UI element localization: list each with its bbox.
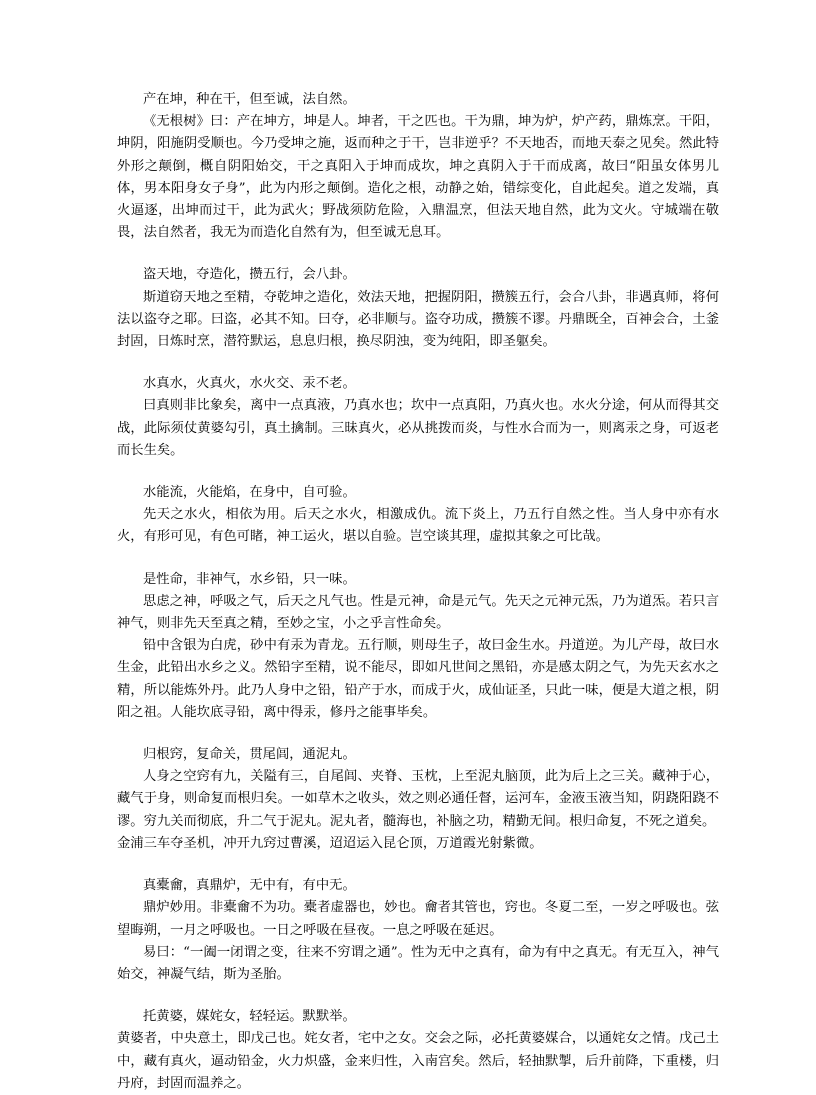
- section-5: [117, 569, 719, 724]
- paragraph: 易曰：“一阖一闭谓之变，往来不穷谓之通”。性为无中之真有，命为有中之真无。有无互入，神气始交，神凝气结，斯为圣胎。: [117, 944, 719, 982]
- section-heading: 真橐龠，真鼎炉，无中有，有中无。: [143, 878, 356, 894]
- verse-line: 金浦三车夺圣机，冲开九窍过曹溪，迢迢运入昆仑顶，万道霞光射紫微。: [117, 835, 543, 851]
- section-heading: 水能流，火能焰，在身中，自可验。: [143, 485, 356, 501]
- paragraph: 黄婆者，中央意土，即戊己也。姹女者，宅中之女。交会之际，必托黄婆媒合，以通姹女之情。戊己土中，藏有真火，逼动铅金，火力炽盛，金来归性，入南宫矣。然后，轻抽默掣，后升前降，下重楼，归丹府，封固而温养之。: [117, 1031, 719, 1091]
- paragraph: 鼎炉妙用。非橐龠不为功。橐者虚器也，妙也。龠者其管也，窍也。冬夏二至，一岁之呼吸也。弦望晦朔，一月之呼吸也。一日之呼吸在昼夜。一息之呼吸在延迟。: [117, 900, 719, 938]
- section-7: [117, 875, 719, 986]
- section-3: [117, 373, 719, 462]
- paragraph: 思虑之神，呼吸之气，后天之凡气也。性是元神，命是元气。先天之元神元炁，乃为道炁。若只言神气，则非先天至真之精，至妙之宝，小之乎言性命矣。: [117, 593, 719, 632]
- section-heading: 盗天地，夺造化，攒五行，会八卦。: [143, 267, 356, 283]
- section-4: [117, 482, 719, 549]
- paragraph: 斯道窃天地之至精，夺乾坤之造化，效法天地，把握阴阳，攒簇五行，会合八卦，非遇真师，将何法以盗夺之耶。曰盗，必其不知。曰夺，必非顺与。盗夺功成，攒簇不谬。丹鼎既全，百神会合，土釜封固，日炼时烹，潜符默运，息息归根，换尽阴浊，变为纯阳，即圣躯矣。: [117, 289, 719, 350]
- section-heading: 归根窍，复命关，贯尾闾，通泥丸。: [143, 747, 356, 763]
- paragraph: 曰真则非比象矣，离中一点真液，乃真水也；坎中一点真阳，乃真火也。水火分途，何从而得其交战，此际须仗黄婆勾引，真土擒制。三昧真火，必从挑拨而炎，与性水合而为一，则离汞之身，可返老而长生矣。: [117, 398, 719, 458]
- section-2: [117, 264, 719, 353]
- section-heading: 水真水，火真火，水火交、汞不老。: [143, 376, 356, 392]
- paragraph: 铅中含银为白虎，砂中有汞为青龙。五行顺，则母生子，故曰金生水。丹道逆。为儿产母，故曰水生金，此铅出水乡之义。然铅字至精，说不能尽，即如凡世间之黑铅，亦是感太阴之气，为先天玄水之精，所以能炼外丹。此乃人身中之铅，铅产于水，而成于火，成仙证圣，只此一味，便是大道之根，阴阳之祖。人能坎底寻铅，离中得汞，修丹之能事毕矣。: [117, 638, 719, 720]
- section-heading: 产在坤，种在干，但至诚，法自然。: [143, 92, 356, 107]
- section-8: [117, 1006, 719, 1095]
- paragraph: 先天之水火，相依为用。后天之水火，相激成仇。流下炎上，乃五行自然之性。当人身中亦有水火，有形可见，有色可睹，神工运火，堪以自验。岂空谈其理，虚拟其象之可比哉。: [117, 507, 719, 545]
- section-heading: 托黄婆，媒姹女，轻轻运。默默举。: [143, 1009, 356, 1025]
- paragraph: 《无根树》曰：产在坤方，坤是人。坤者，干之匹也。干为鼎，坤为炉，炉产药，鼎炼烹。干阳，坤阴，阳施阴受顺也。今乃受坤之施，返而种之于干，岂非逆乎？不天地否，而地天泰之见矣。然此特外形之颠倒，概自阴阳始交，干之真阳入于坤而成坎，坤之真阴入于干而成离，故曰“阳虽女体男儿体，男本阳身女子身”，此为内形之颠倒。造化之根，动静之始，错综变化，自此起矣。道之发端，真火逼逐，出坤而过干，此为武火；野战须防危险，入鼎温烹，但法天地自然，此为文火。守城端在敬畏，法自然者，我无为而造化自然有为，但至诚无息耳。: [117, 114, 719, 241]
- section-6: [117, 744, 719, 855]
- paragraph: 人身之空窍有九，关隘有三，自尾闾、夹脊、玉枕，上至泥丸脑顶，此为后上之三关。藏神于心，藏气于身，则命复而根归矣。一如草木之收头，效之则必通任督，运河车，金液玉液当知，阴跷阳跷不谬。穷九关而彻底，升二气于泥丸。泥丸者，髓海也，补脑之功，精勤无间。根归命复，不死之道矣。: [117, 769, 719, 829]
- section-heading: 是性命，非神气，水乡铅，只一味。: [143, 571, 356, 587]
- section-1: [117, 89, 719, 244]
